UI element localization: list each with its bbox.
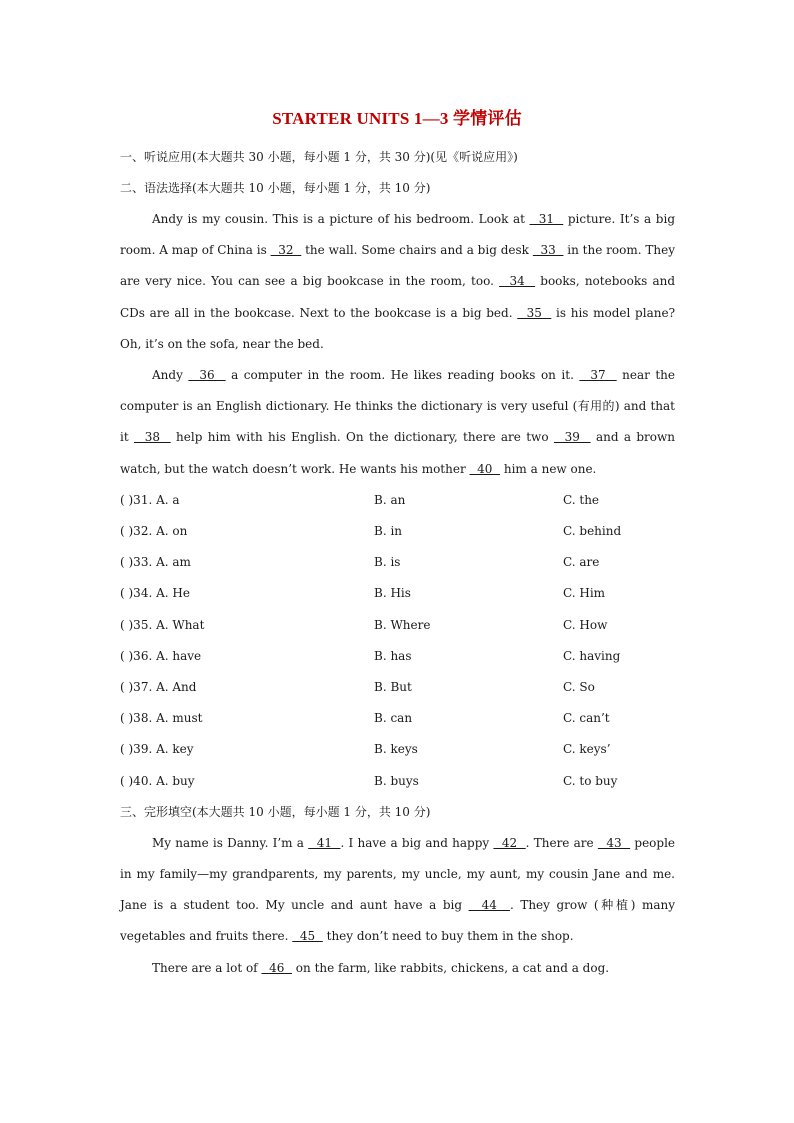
passage-text: books, notebooks and CDs are all in the bookcase. Next to the bookcase is a big bed. [120,274,676,320]
question-option-b: B. Where [374,617,431,632]
passage-text: . I have a big and happy [340,835,494,850]
passage-text: There are a lot of [152,960,262,975]
question-option-c: C. Him [563,586,606,601]
question-option-c: C. keys’ [563,742,611,757]
passage-text: the wall. Some chairs and a big desk [301,243,533,258]
answer-blank: 44 [468,898,510,913]
question-option-b: B. has [374,648,412,663]
question-row [120,485,675,516]
question-row [120,703,675,734]
question-option-b: B. can [374,711,413,726]
question-option-c: C. can’t [563,711,610,726]
document-body [120,142,675,984]
question-row [120,547,675,578]
passage-text: Andy is my cousin. This is a picture of his bedroom. Look at [152,212,530,226]
question-row [120,766,675,797]
passage-text: near the computer is an English dictionary. He thinks the dictionary is very useful (有用的) and that it [120,368,675,445]
answer-blank: 46 [261,960,292,975]
answer-blank: 45 [292,929,323,944]
question-option-c: C. to buy [563,773,618,788]
question-option-a: ( )37. A. And [120,679,197,694]
question-option-a: ( )31. A. a [120,492,180,507]
answer-blank: 31 [529,212,564,226]
question-row [120,610,675,641]
passage-text: help him with his English. On the dictionary, there are two [170,430,554,445]
passage-text: . There are [525,835,598,850]
question-option-c: C. So [563,679,595,694]
question-option-a: ( )32. A. on [120,524,188,539]
question-option-c: C. behind [563,524,622,539]
answer-blank: 32 [270,243,302,258]
passage-text: My name is Danny. I’m a [152,835,309,850]
question-option-c: C. How [563,617,608,632]
passage-text: and a brown watch, but the watch doesn’t work. He wants his mother [120,430,676,476]
passage-text: . They grow (种植) many vegetables and fruits there. [120,898,675,944]
question-option-a: ( )39. A. key [120,742,194,757]
passage-paragraph [120,953,675,984]
answer-blank: 34 [499,274,536,289]
answer-blank: 38 [134,430,171,445]
answer-blank: 43 [597,835,631,850]
question-option-b: B. keys [374,742,418,757]
question-row [120,672,675,703]
answer-blank: 40 [469,461,501,476]
question-option-c: C. having [563,648,621,663]
passage-text: people in my family—my grandparents, my parents, my uncle, my aunt, my cousin Jane and me. Jane is a student too. My uncle and aunt have a big [120,835,676,913]
question-row [120,578,675,609]
answer-blank: 33 [532,243,564,258]
answer-blank: 42 [493,835,526,850]
answer-blank: 35 [517,305,552,320]
question-option-a: ( )36. A. have [120,648,202,663]
question-option-c: C. are [563,555,600,570]
passage-text: Andy [152,368,189,383]
passage-text: on the farm, like rabbits, chickens, a cat and a dog. [291,960,610,975]
passage-text: picture. It’s a big room. A map of China is [120,212,675,258]
section-heading-cloze: 三、完形填空(本大题共 10 小题，每小题 1 分，共 10 分) [120,804,431,819]
page-title: STARTER UNITS 1—3 学情评估 [272,109,522,128]
answer-blank: 39 [553,430,591,445]
question-row [120,516,675,547]
section-heading-listening: 一、听说应用(本大题共 30 小题，每小题 1 分，共 30 分)(见《听说应用》) [120,150,518,164]
passage-text: is his model plane? Oh, it’s on the sofa, near the bed. [120,305,675,351]
question-option-b: B. in [374,524,403,539]
question-option-b: B. an [374,492,406,507]
question-option-b: B. buys [374,773,419,788]
question-row [120,641,675,672]
passage-paragraph [120,360,675,485]
passage-paragraph [120,204,675,360]
question-option-a: ( )33. A. am [120,555,191,570]
passage-text: in the room. They are very nice. You can see a big bookcase in the room, too. [120,243,676,289]
passage-text: him a new one. [500,461,597,476]
section-heading-grammar: 二、语法选择(本大题共 10 小题，每小题 1 分，共 10 分) [120,181,431,195]
grammar-question-list [120,485,675,797]
passage-text: they don’t need to buy them in the shop. [322,929,574,944]
answer-blank: 36 [188,368,226,383]
question-option-a: ( )34. A. He [120,586,190,601]
passage-paragraph [120,828,675,953]
question-option-a: ( )35. A. What [120,617,205,632]
question-option-b: B. His [374,586,411,601]
question-option-a: ( )40. A. buy [120,773,195,788]
answer-blank: 41 [308,835,341,850]
question-option-b: B. But [374,679,412,694]
question-option-c: C. the [563,492,600,507]
question-option-b: B. is [374,555,401,570]
question-option-a: ( )38. A. must [120,711,203,726]
answer-blank: 37 [579,368,617,383]
question-row [120,734,675,765]
passage-text: a computer in the room. He likes reading books on it. [225,368,580,383]
